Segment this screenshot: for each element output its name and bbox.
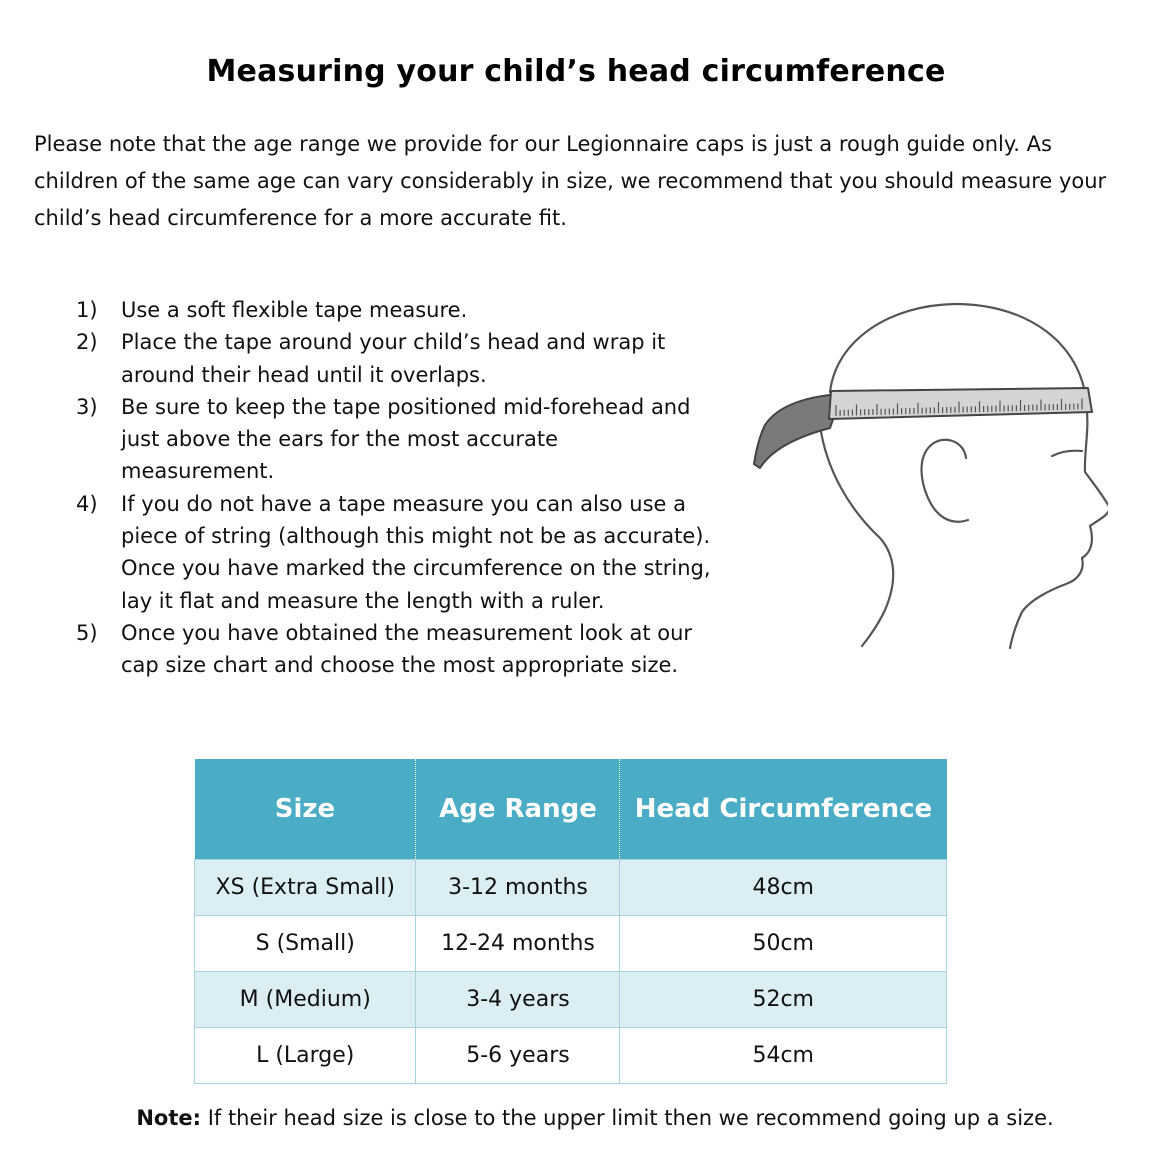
table-row: [195, 972, 947, 1028]
size-cell: M (Medium): [195, 972, 416, 1028]
table-row: [195, 916, 947, 972]
column-header-age-range: Age Range: [416, 759, 620, 860]
circumference-cell: 48cm: [620, 860, 947, 916]
eye-line: [1052, 451, 1082, 456]
ear-outline: [922, 440, 969, 522]
step-text: Once you have obtained the measurement look at our cap size chart and choose the most appropriate size.: [121, 620, 693, 678]
age-cell: 5-6 years: [416, 1028, 620, 1084]
table-header-row: [195, 759, 947, 860]
footnote: [0, 1106, 1152, 1130]
circumference-cell: 52cm: [620, 972, 947, 1028]
note-text: If their head size is close to the upper limit then we recommend going up a size.: [201, 1106, 1054, 1130]
table-row: [195, 1028, 947, 1084]
table-row: [195, 860, 947, 916]
step-text: If you do not have a tape measure you can also use a piece of string (although this might not be as accurate). Once you have marked the circumference on the string, lay it flat and measure the length with a ruler.: [121, 491, 711, 613]
size-cell: XS (Extra Small): [195, 860, 416, 916]
age-cell: 3-12 months: [416, 860, 620, 916]
step-number: 2): [76, 330, 98, 355]
size-cell: S (Small): [195, 916, 416, 972]
age-cell: 3-4 years: [416, 972, 620, 1028]
list-item: [76, 326, 716, 391]
instructions-list: [76, 294, 716, 682]
circumference-cell: 50cm: [620, 916, 947, 972]
head-measuring-illustration: [748, 290, 1108, 660]
head-outline: [830, 304, 1108, 648]
list-item: [76, 294, 716, 326]
note-label: Note:: [136, 1106, 202, 1130]
tape-loose-end: [754, 394, 842, 468]
column-header-size: Size: [195, 759, 416, 860]
step-text: Place the tape around your child’s head and wrap it around their head until it overlaps.: [121, 330, 666, 387]
step-number: 5): [76, 620, 98, 645]
step-number: 1): [76, 298, 98, 322]
circumference-cell: 54cm: [620, 1028, 947, 1084]
list-item: [76, 391, 716, 488]
neck-outline: [820, 425, 893, 646]
size-chart-table: [194, 759, 947, 1084]
size-cell: L (Large): [195, 1028, 416, 1084]
list-item: [76, 488, 716, 617]
step-number: 4): [76, 491, 98, 516]
step-text: Use a soft flexible tape measure.: [121, 298, 468, 322]
column-header-head-circumference: Head Circumference: [620, 759, 947, 860]
age-cell: 12-24 months: [416, 916, 620, 972]
intro-paragraph: Please note that the age range we provide for our Legionnaire caps is just a rough guide only. As children of the same age can vary considerably in size, we recommend that you should measure your child’s head circumference for a more accurate fit.: [34, 132, 1107, 230]
page-title: Measuring your child’s head circumference: [206, 54, 946, 89]
step-number: 3): [76, 394, 98, 419]
list-item: [76, 617, 716, 682]
step-text: Be sure to keep the tape positioned mid-forehead and just above the ears for the most accurate measurement.: [121, 394, 691, 484]
